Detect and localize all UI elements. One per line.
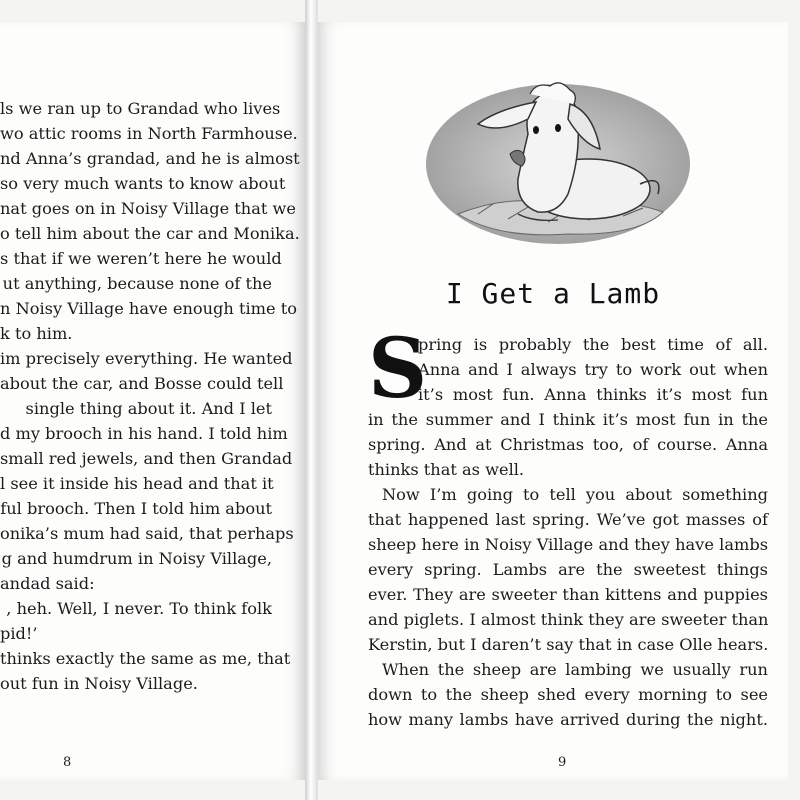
text-line: onika’s mum had said, that perhaps bbox=[0, 524, 294, 543]
text-line: s that if we weren’t here he would bbox=[0, 249, 282, 268]
text-line: Anna and I always try to work out when bbox=[418, 360, 768, 379]
text-line: andad said: bbox=[0, 574, 95, 593]
text-line: ut anything, because none of the bbox=[2, 274, 272, 293]
text-line: pring is probably the best time of all. bbox=[418, 335, 768, 354]
text-line: so very much wants to know about bbox=[0, 174, 286, 193]
text-line: n Noisy Village have enough time to bbox=[0, 299, 297, 318]
drop-cap: S bbox=[368, 321, 428, 417]
text-line: , heh. Well, I never. To think folk bbox=[6, 599, 272, 618]
book-gutter bbox=[305, 0, 318, 800]
text-line: ful brooch. Then I told him about bbox=[0, 499, 272, 518]
text-line: Kerstin, but I daren’t say that in case Olle hears. bbox=[368, 635, 769, 654]
text-line: wo attic rooms in North Farmhouse. bbox=[0, 124, 298, 143]
left-page bbox=[0, 22, 305, 780]
text-line: and piglets. I almost think they are sweeter than bbox=[368, 610, 769, 629]
text-line: it’s most fun. Anna thinks it’s most fun bbox=[418, 385, 768, 404]
text-line: spring. And at Christmas too, of course. Anna bbox=[368, 435, 768, 454]
lamb-illustration bbox=[418, 64, 698, 269]
text-line: small red jewels, and then Grandad bbox=[0, 449, 293, 468]
text-line: pid!’ bbox=[0, 624, 38, 643]
text-line: Now I’m going to tell you about something bbox=[382, 485, 768, 504]
chapter-title: I Get a Lamb bbox=[445, 277, 661, 310]
text-line: down to the sheep shed every morning to see bbox=[368, 685, 768, 704]
text-line: g and humdrum in Noisy Village, bbox=[1, 549, 272, 568]
text-line: thinks that as well. bbox=[368, 460, 525, 479]
text-line: k to him. bbox=[0, 324, 73, 343]
text-line: that happened last spring. We’ve got masses of bbox=[368, 510, 768, 529]
text-line: in the summer and I think it’s most fun in the bbox=[368, 410, 768, 429]
text-line: every spring. Lambs are the sweetest things bbox=[368, 560, 768, 579]
text-line: about the car, and Bosse could tell bbox=[0, 374, 284, 393]
right-page bbox=[318, 22, 788, 780]
page-number: 8 bbox=[63, 755, 72, 770]
page-number: 9 bbox=[558, 755, 567, 770]
text-line: o tell him about the car and Monika. bbox=[0, 224, 300, 243]
text-line: out fun in Noisy Village. bbox=[0, 674, 198, 693]
text-line: how many lambs have arrived during the night. bbox=[368, 710, 768, 729]
text-line: nd Anna’s grandad, and he is almost bbox=[0, 149, 300, 168]
text-line: sheep here in Noisy Village and they have lambs bbox=[368, 535, 768, 554]
text-line: thinks exactly the same as me, that bbox=[0, 649, 291, 668]
text-line: ls we ran up to Grandad who lives bbox=[0, 99, 281, 118]
text-line: d my brooch in his hand. I told him bbox=[0, 424, 288, 443]
text-line: When the sheep are lambing we usually run bbox=[382, 660, 768, 679]
text-line: ever. They are sweeter than kittens and puppies bbox=[368, 585, 768, 604]
left-page-text bbox=[0, 96, 300, 696]
text-line: nat goes on in Noisy Village that we bbox=[0, 199, 296, 218]
text-line: l see it inside his head and that it bbox=[0, 474, 274, 493]
text-line: single thing about it. And I let bbox=[25, 399, 272, 418]
right-page-text bbox=[368, 332, 768, 732]
text-line: im precisely everything. He wanted bbox=[0, 349, 293, 368]
